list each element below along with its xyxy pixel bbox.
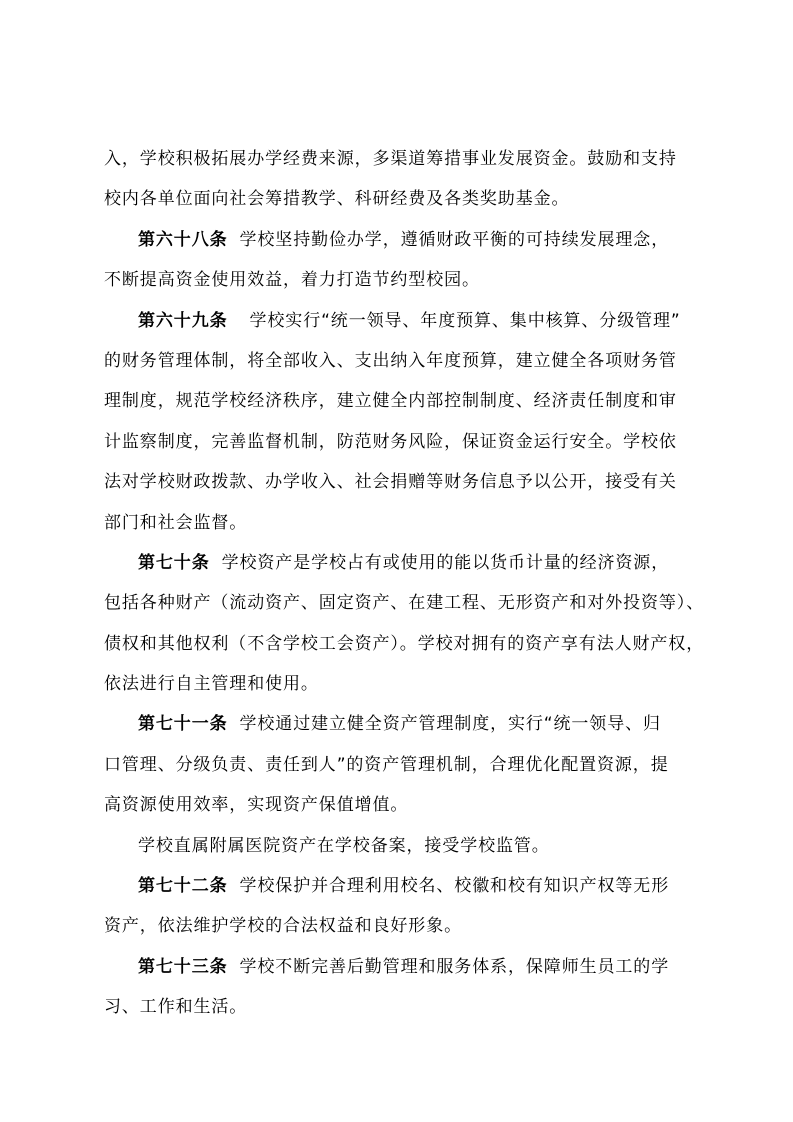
article-70-first-line (104, 543, 701, 583)
text-line: 理制度，规范学校经济秩序，建立健全内部控制制度、经济责任制度和审 (104, 391, 677, 412)
article-72-label: 第七十二条 (138, 876, 228, 897)
text-line: 计监察制度，完善监督机制，防范财务风险，保证资金运行安全。学校依 (104, 431, 677, 452)
article-73-label: 第七十三条 (138, 956, 228, 977)
text-line: 入，学校积极拓展办学经费来源，多渠道筹措事业发展资金。鼓励和支持 (104, 149, 677, 169)
article-68-label: 第六十八条 (138, 229, 228, 250)
text-line: 资产，依法维护学校的合法权益和良好形象。 (104, 916, 462, 937)
text-line: 包括各种财产（流动资产、固定资产、在建工程、无形资产和对外投资等）、 (104, 593, 705, 614)
text-line: 依法进行自主管理和使用。 (104, 674, 319, 695)
text-line: 口管理、分级负责、责任到人”的资产管理机制，合理优化配置资源，提 (104, 754, 669, 775)
article-69-first-line (104, 301, 701, 341)
text-line: 高资源使用效率，实现资产保值增值。 (104, 795, 409, 816)
text-line: 部门和社会监督。 (104, 512, 248, 533)
article-69-label: 第六十九条 (138, 310, 228, 331)
article-69-text: 学校实行“统一领导、年度预算、集中核算、分级管理” (249, 310, 681, 331)
text-line: 债权和其他权利（不含学校工会资产）。学校对拥有的资产享有法人财产权， (104, 633, 705, 654)
text-line: 不断提高资金使用效益，着力打造节约型校园。 (104, 270, 480, 291)
article-71-text: 学校通过建立健全资产管理制度，实行“统一领导、归 (239, 714, 661, 735)
article-72-text: 学校保护并合理利用校名、校徽和校有知识产权等无形 (239, 876, 670, 897)
hospital-assets-line: 学校直属附属医院资产在学校备案，接受学校监管。 (138, 835, 550, 856)
text-line: 习、工作和生活。 (104, 997, 248, 1018)
article-71-first-line (104, 704, 701, 744)
article-70-text: 学校资产是学校占有或使用的能以货币计量的经济资源， (221, 552, 670, 573)
article-70-label: 第七十条 (138, 552, 210, 573)
article-72-first-line (104, 866, 701, 906)
article-73-first-line (104, 947, 701, 987)
text-line: 的财务管理体制，将全部收入、支出纳入年度预算，建立健全各项财务管 (104, 350, 677, 371)
article-68-text: 学校坚持勤俭办学，遵循财政平衡的可持续发展理念， (239, 229, 670, 250)
article-73-text: 学校不断完善后勤管理和服务体系，保障师生员工的学 (239, 956, 670, 977)
text-line: 法对学校财政拨款、办学收入、社会捐赠等财务信息予以公开，接受有关 (104, 472, 677, 493)
article-71-label: 第七十一条 (138, 714, 228, 735)
text-line: 校内各单位面向社会筹措教学、科研经费及各类奖助基金。 (104, 189, 570, 210)
article-68-first-line (104, 220, 701, 260)
